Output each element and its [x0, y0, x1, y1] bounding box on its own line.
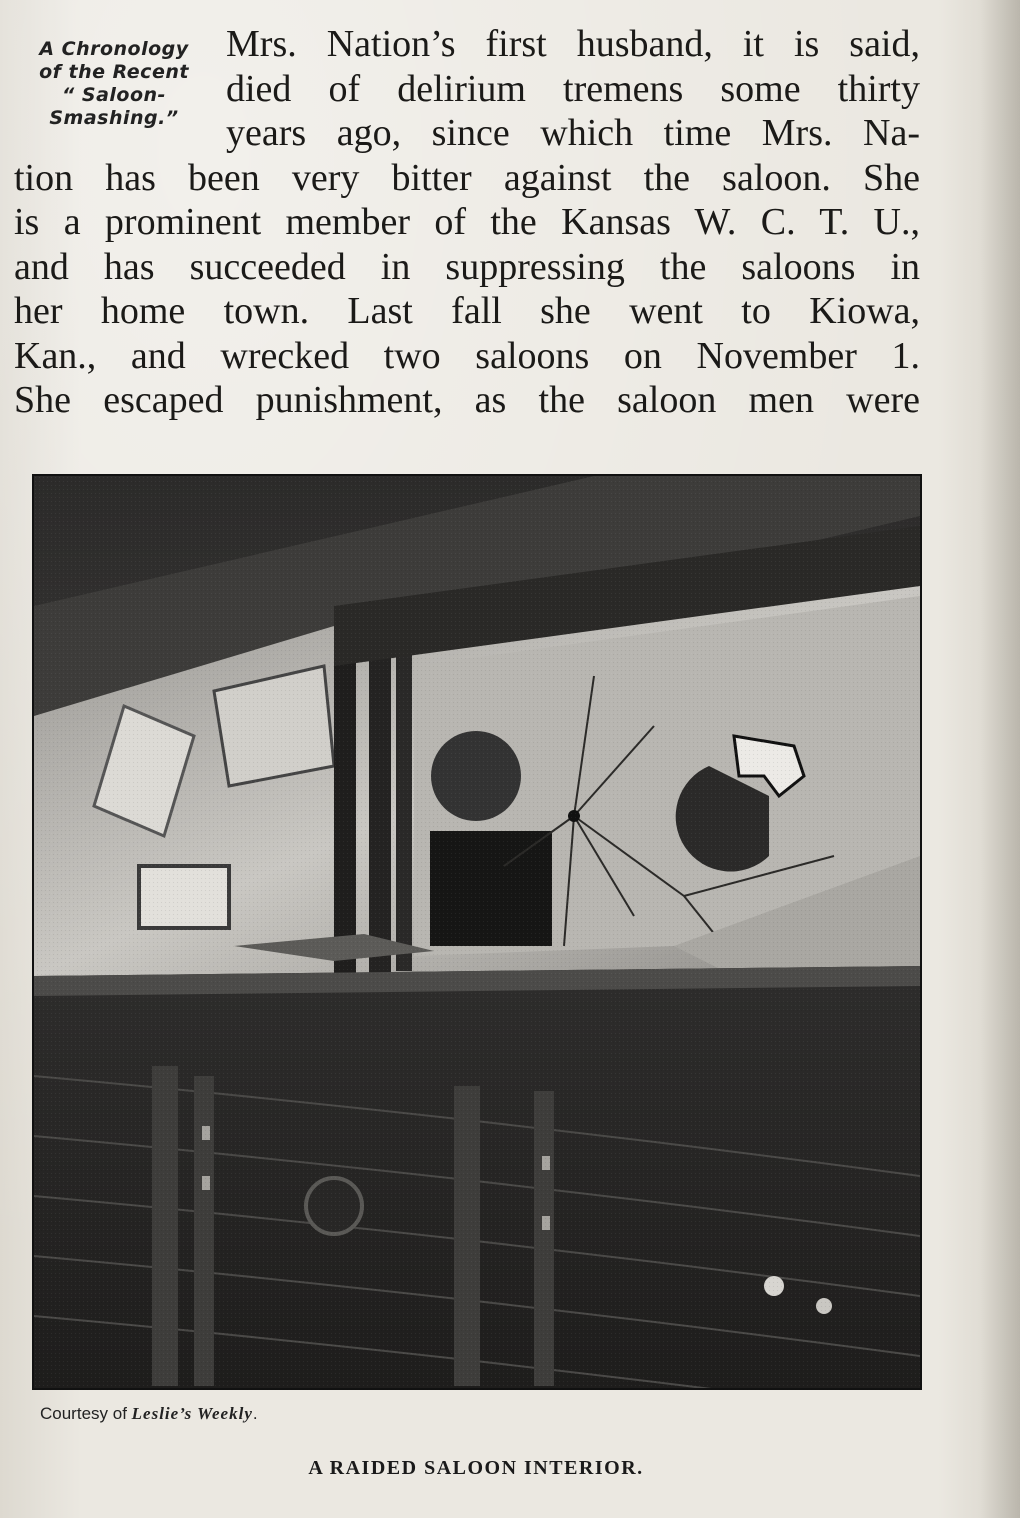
- body-line: and has succeeded in suppressing the saloons in: [14, 245, 920, 288]
- body-line: Mrs. Nation’s first husband, it is said,: [226, 23, 920, 65]
- figure-caption: A RAIDED SALOON INTERIOR.: [308, 1457, 644, 1479]
- page-spine-shadow: [980, 0, 1020, 1518]
- photo-illustration: [34, 476, 920, 1388]
- sidenote-line: of the Recent: [39, 61, 189, 83]
- body-line: her home town. Last fall she went to Kiowa,: [14, 290, 920, 332]
- credit-suffix: .: [252, 1404, 258, 1423]
- body-paragraph: [14, 22, 920, 423]
- body-line: died of delirium tremens some thirty: [226, 67, 920, 110]
- photo-credit: [40, 1404, 258, 1424]
- body-line: She escaped punishment, as the saloon men were: [14, 379, 920, 421]
- sidenote-line: “ Saloon-: [62, 84, 166, 106]
- body-line: is a prominent member of the Kansas W. C. T. U.,: [14, 201, 920, 243]
- saloon-photograph: [32, 474, 922, 1390]
- sidenote-line: Smashing.”: [49, 107, 179, 129]
- sidenote-line: A Chronology: [39, 38, 189, 60]
- body-line: tion has been very bitter against the saloon. She: [14, 156, 920, 199]
- body-line: Kan., and wrecked two saloons on November 1.: [14, 334, 920, 377]
- credit-publication: Leslie’s Weekly: [131, 1404, 253, 1423]
- body-line: years ago, since which time Mrs. Na-: [226, 112, 920, 154]
- credit-prefix: Courtesy of: [40, 1404, 132, 1423]
